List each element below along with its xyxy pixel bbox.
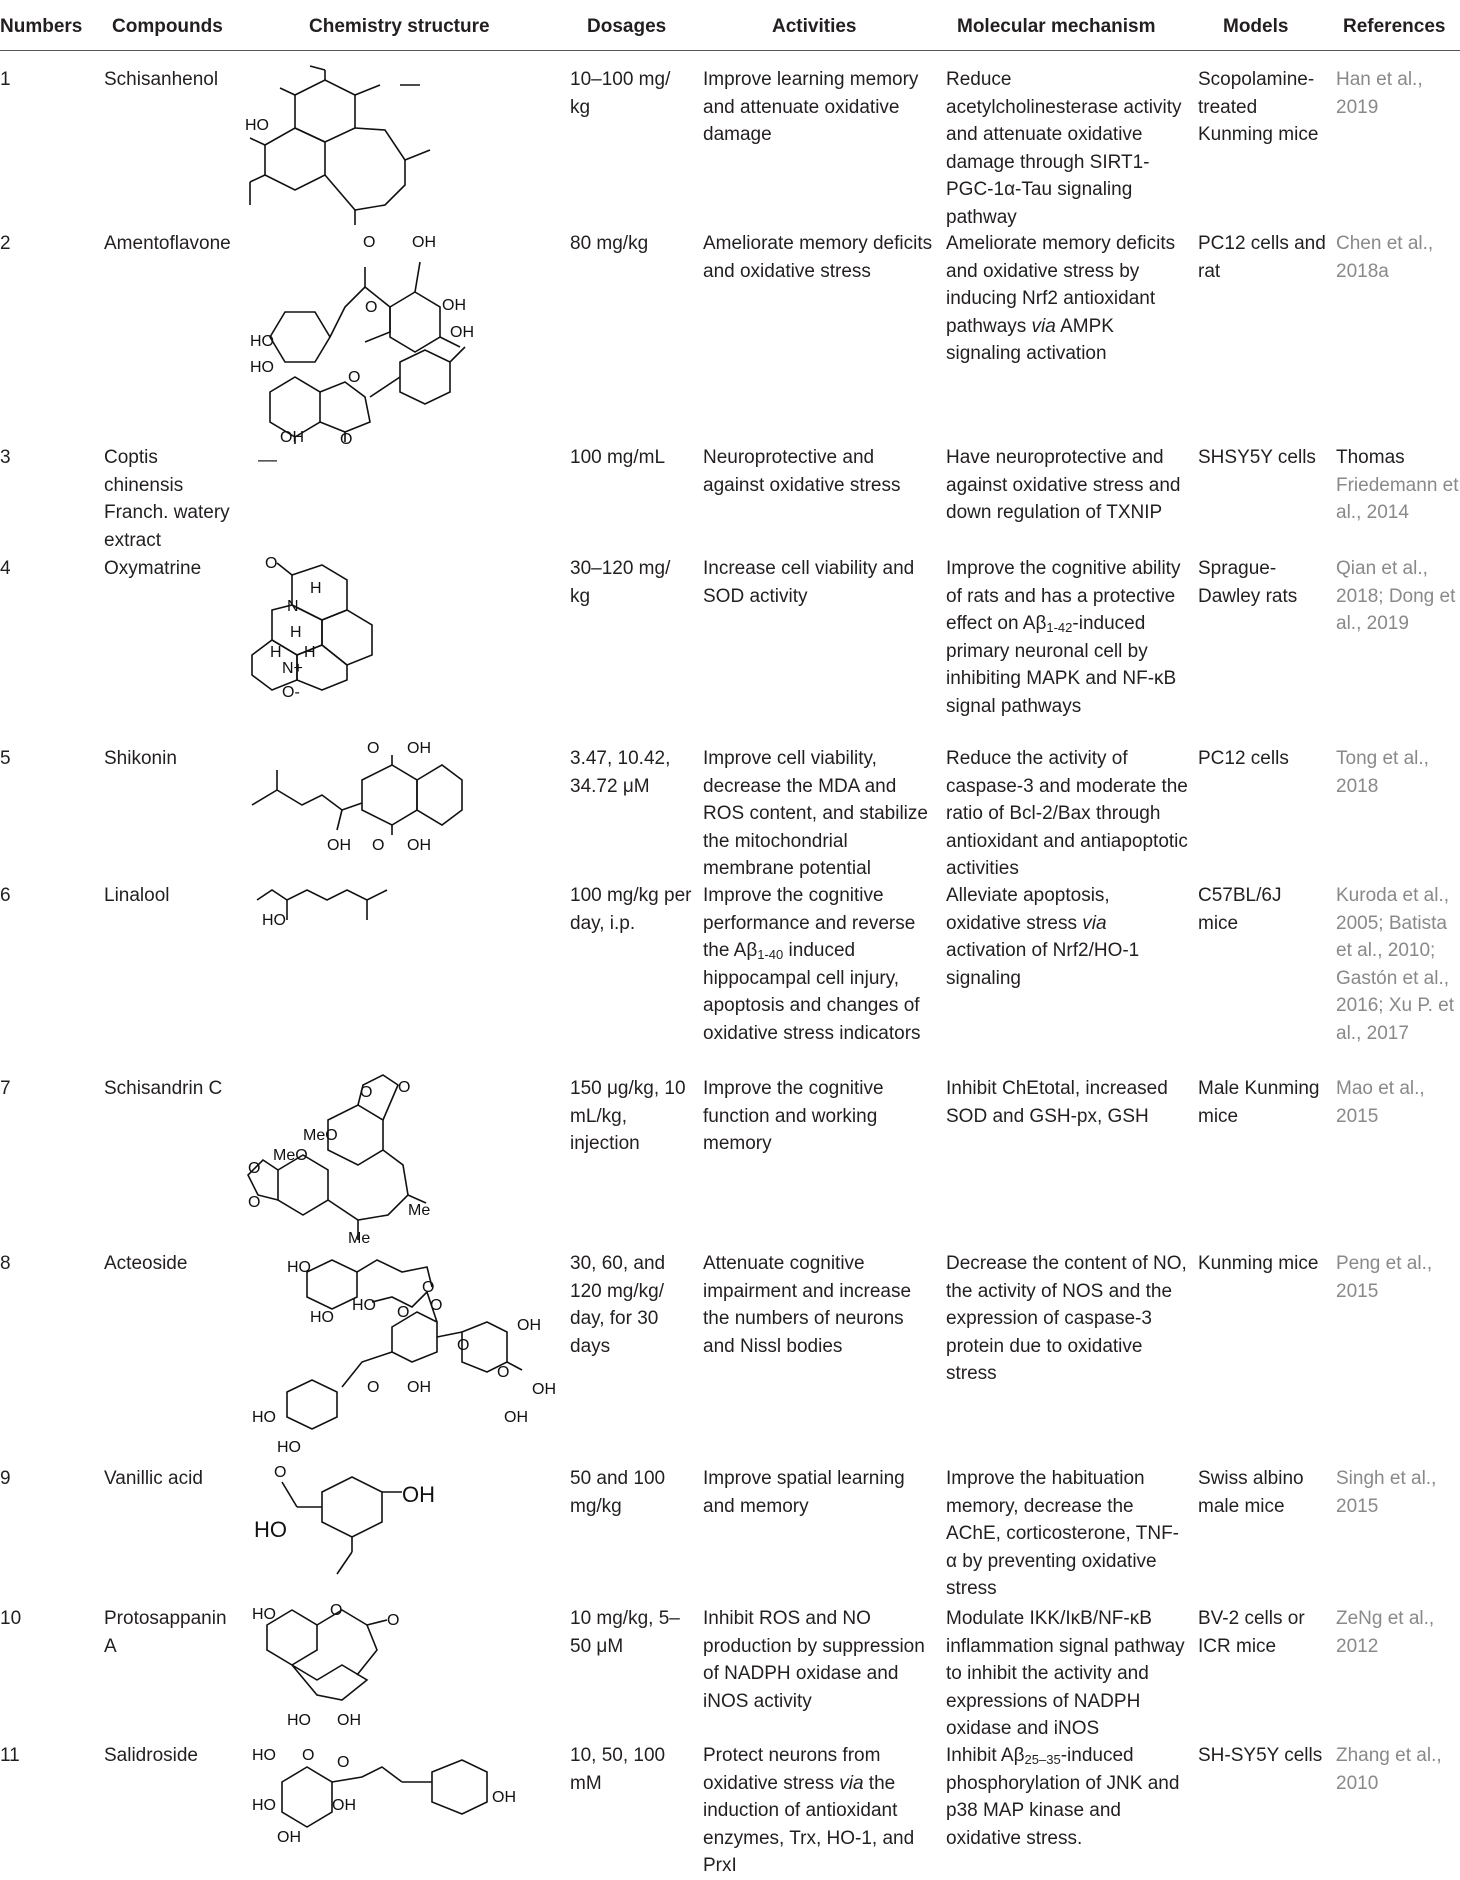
svg-text:HO: HO xyxy=(252,1606,276,1623)
structure-schisandrinc xyxy=(248,1075,438,1245)
svg-text:Me: Me xyxy=(408,1202,431,1219)
compound-name: Salidroside xyxy=(104,1745,198,1766)
structure-salidroside xyxy=(252,1742,522,1852)
svg-text:H: H xyxy=(290,624,302,641)
molecular-mechanism: Reduce acetylcholinesterase activity and attenuate oxidative damage through SIRT1-PGC-1α-Tau signaling pathway xyxy=(946,69,1182,228)
activity: Improve cell viability, decrease the MDA and ROS content, and stabilize the mitochondrial membrane potential xyxy=(703,748,928,879)
activity: Improve the cognitive function and working memory xyxy=(703,1078,884,1154)
svg-text:O: O xyxy=(367,740,380,757)
reference[interactable]: Tong et al., 2018 xyxy=(1336,748,1429,797)
activity: Improve the cognitive performance and reverse the $A\beta_{1-40}$ induced hippocampal cell injury, apoptosis and changes of oxidative stress indicators xyxy=(703,885,921,1044)
svg-text:O: O xyxy=(360,1084,373,1101)
svg-text:OH: OH xyxy=(337,1712,361,1729)
svg-text:OH: OH xyxy=(442,297,466,314)
dosage: 30–120 mg/ kg xyxy=(570,558,671,607)
model: SHSY5Y cells xyxy=(1198,447,1316,468)
model: Kunming mice xyxy=(1198,1253,1319,1274)
svg-text:Me: Me xyxy=(348,1230,371,1247)
dosage: 10–100 mg/ kg xyxy=(570,69,671,118)
svg-text:OH: OH xyxy=(402,1482,435,1507)
svg-text:HO: HO xyxy=(252,1747,276,1764)
structure-protosappanin xyxy=(252,1602,432,1735)
svg-text:OH: OH xyxy=(327,837,351,854)
svg-text:HO: HO xyxy=(277,1439,301,1456)
row-number: 7 xyxy=(0,1078,11,1099)
molecular-mechanism: Decrease the content of NO, the activity of NOS and the expression of caspase-3 protein due to oxidative stress xyxy=(946,1253,1187,1384)
svg-text:OH: OH xyxy=(332,1797,356,1814)
molecular-mechanism: Inhibit $A\beta_{25-35}$-induced phosphorylation of JNK and p38 MAP kinase and oxidative stress. xyxy=(946,1745,1180,1849)
reference[interactable]: Han et al., 2019 xyxy=(1336,69,1423,118)
structure-acteoside xyxy=(252,1252,562,1456)
dosage: 3.47, 10.42, 34.72 μM xyxy=(570,748,671,797)
svg-text:OH: OH xyxy=(277,1829,301,1846)
svg-text:OH: OH xyxy=(407,837,431,854)
compound-name: Protosappanin A xyxy=(104,1608,227,1657)
compound-name: Schisandrin C xyxy=(104,1078,223,1099)
reference[interactable]: Zhang et al., 2010 xyxy=(1336,1745,1442,1794)
row-number: 4 xyxy=(0,558,11,579)
svg-text:HO: HO xyxy=(287,1712,311,1729)
svg-text:MeO: MeO xyxy=(303,1127,338,1144)
model: Male Kunming mice xyxy=(1198,1078,1320,1127)
model: PC12 cells and rat xyxy=(1198,233,1326,282)
svg-text:O: O xyxy=(302,1747,315,1764)
svg-text:OH: OH xyxy=(280,429,304,446)
model: Sprague-Dawley rats xyxy=(1198,558,1298,607)
svg-text:O: O xyxy=(397,1304,410,1321)
svg-text:O: O xyxy=(330,1602,343,1619)
activity: Attenuate cognitive impairment and increase the numbers of neurons and Nissl bodies xyxy=(703,1253,912,1357)
svg-text:O: O xyxy=(340,431,353,448)
reference[interactable]: Thomas Friedemann et al., 2014 xyxy=(1336,447,1459,523)
svg-text:O: O xyxy=(372,837,385,854)
compound-name: Linalool xyxy=(104,885,170,906)
svg-text:HO: HO xyxy=(310,1309,334,1326)
svg-text:O: O xyxy=(337,1754,350,1771)
row-number: 9 xyxy=(0,1468,11,1489)
structure-vanillic xyxy=(252,1462,452,1587)
svg-text:HO: HO xyxy=(252,1797,276,1814)
row-number: 8 xyxy=(0,1253,11,1274)
svg-text:N+: N+ xyxy=(282,660,303,677)
header-compounds: Compounds xyxy=(112,16,223,37)
reference[interactable]: Kuroda et al., 2005; Batista et al., 2010; Gastón et al., 2016; Xu P. et al., 2017 xyxy=(1336,885,1454,1044)
activity: Increase cell viability and SOD activity xyxy=(703,558,915,607)
svg-text:O: O xyxy=(274,1464,287,1481)
header-models: Models xyxy=(1223,16,1289,37)
dosage: 10 mg/kg, 5–50 μM xyxy=(570,1608,680,1657)
svg-text:HO: HO xyxy=(250,333,274,350)
header-activities: Activities xyxy=(772,16,857,37)
model: Scopolamine-treated Kunming mice xyxy=(1198,69,1319,145)
svg-text:OH: OH xyxy=(412,234,436,251)
molecular-mechanism: Modulate IKK/IκB/NF-κB inflammation signal pathway to inhibit the activity and expressions of NADPH oxidase and iNOS xyxy=(946,1608,1185,1739)
svg-text:O: O xyxy=(248,1160,261,1177)
svg-text:OH: OH xyxy=(407,1379,431,1396)
svg-text:H: H xyxy=(304,644,316,661)
structure-amentoflavone xyxy=(250,232,480,447)
dosage: 100 mg/mL xyxy=(570,447,666,468)
row-number: 5 xyxy=(0,748,11,769)
compound-name: Coptis chinensis Franch. watery extract xyxy=(104,447,230,551)
reference[interactable]: Peng et al., 2015 xyxy=(1336,1253,1433,1302)
svg-text:OH: OH xyxy=(450,324,474,341)
dosage: 10, 50, 100 mM xyxy=(570,1745,666,1794)
activity: Neuroprotective and against oxidative stress xyxy=(703,447,901,496)
svg-text:O: O xyxy=(363,234,376,251)
molecular-mechanism: Improve the habituation memory, decrease the AChE, corticosterone, TNF-α by preventing oxidative stress xyxy=(946,1468,1180,1599)
compound-name: Amentoflavone xyxy=(104,233,231,254)
compound-name: Acteoside xyxy=(104,1253,188,1274)
compound-name: Schisanhenol xyxy=(104,69,219,90)
svg-text:HO: HO xyxy=(252,1409,276,1426)
svg-text:H: H xyxy=(270,644,282,661)
model: Swiss albino male mice xyxy=(1198,1468,1304,1517)
svg-text:N: N xyxy=(287,598,299,615)
svg-text:MeO: MeO xyxy=(273,1147,308,1164)
structure-oxymatrine xyxy=(252,555,402,700)
svg-text:O: O xyxy=(497,1364,510,1381)
model: C57BL/6J mice xyxy=(1198,885,1282,934)
compound-name: Vanillic acid xyxy=(104,1468,203,1489)
svg-text:OH: OH xyxy=(517,1317,541,1334)
structure-linalool xyxy=(252,880,402,940)
compound-name: Oxymatrine xyxy=(104,558,202,579)
structure-schisanhenol xyxy=(245,70,465,225)
svg-text:OH: OH xyxy=(504,1409,528,1426)
activity: Improve learning memory and attenuate oxidative damage xyxy=(703,69,919,145)
molecular-mechanism: Improve the cognitive ability of rats and has a protective effect on $A\beta_{1-42}$-induced primary neuronal cell by inhibiting MAPK and NF-κB signal pathways xyxy=(946,558,1181,717)
svg-text:O: O xyxy=(365,299,378,316)
svg-text:O: O xyxy=(398,1079,411,1096)
dosage: 30, 60, and 120 mg/kg/ day, for 30 days xyxy=(570,1253,666,1357)
header-numbers: Numbers xyxy=(0,16,83,37)
row-number: 6 xyxy=(0,885,11,906)
table-header xyxy=(0,0,1460,51)
activity: Protect neurons from oxidative stress via the induction of antioxidant enzymes, Trx, HO-1, and PrxI xyxy=(703,1745,915,1876)
model: SH-SY5Y cells xyxy=(1198,1745,1323,1766)
svg-text:HO: HO xyxy=(262,912,286,929)
activity: Ameliorate memory deficits and oxidative stress xyxy=(703,233,933,282)
dosage: 150 μg/kg, 10 mL/kg, injection xyxy=(570,1078,686,1154)
reference[interactable]: Chen et al., 2018a xyxy=(1336,233,1434,282)
molecular-mechanism: Reduce the activity of caspase-3 and moderate the ratio of Bcl-2/Bax through antioxidant and antiapoptotic activities xyxy=(946,748,1188,879)
model: BV-2 cells or ICR mice xyxy=(1198,1608,1305,1657)
dosage: 80 mg/kg xyxy=(570,233,649,254)
svg-text:O-: O- xyxy=(282,684,300,701)
row-number: 1 xyxy=(0,69,11,90)
structure-shikonin xyxy=(252,740,452,860)
header-mechanism: Molecular mechanism xyxy=(957,16,1156,37)
molecular-mechanism: Have neuroprotective and against oxidative stress and down regulation of TXNIP xyxy=(946,447,1181,523)
reference[interactable]: ZeNg et al., 2012 xyxy=(1336,1608,1435,1657)
svg-text:HO: HO xyxy=(352,1297,376,1314)
row-number: 10 xyxy=(0,1608,22,1629)
svg-text:O: O xyxy=(422,1279,435,1296)
svg-text:O: O xyxy=(248,1194,261,1211)
header-dosages: Dosages xyxy=(587,16,667,37)
molecular-mechanism: Inhibit ChEtotal, increased SOD and GSH-px, GSH xyxy=(946,1078,1168,1127)
header-references: References xyxy=(1343,16,1446,37)
svg-text:O: O xyxy=(457,1337,470,1354)
compound-name: Shikonin xyxy=(104,748,177,769)
svg-text:OH: OH xyxy=(532,1381,556,1398)
svg-text:OH: OH xyxy=(407,740,431,757)
dosage: 100 mg/kg per day, i.p. xyxy=(570,885,692,934)
reference[interactable]: Mao et al., 2015 xyxy=(1336,1078,1425,1127)
svg-text:H: H xyxy=(310,580,322,597)
svg-text:HO: HO xyxy=(254,1517,287,1542)
header-structure: Chemistry structure xyxy=(309,16,490,37)
row-number: 2 xyxy=(0,233,11,254)
row-number: 3 xyxy=(0,447,11,468)
molecular-mechanism: Ameliorate memory deficits and oxidative stress by inducing Nrf2 antioxidant pathways via AMPK signaling activation xyxy=(946,233,1176,364)
svg-text:O: O xyxy=(348,369,361,386)
dosage: 50 and 100 mg/kg xyxy=(570,1468,666,1517)
reference[interactable]: Qian et al., 2018; Dong et al., 2019 xyxy=(1336,558,1456,634)
molecular-mechanism: Alleviate apoptosis, oxidative stress via activation of Nrf2/HO-1 signaling xyxy=(946,885,1140,989)
svg-text:O: O xyxy=(265,555,278,572)
model: PC12 cells xyxy=(1198,748,1289,769)
svg-text:O: O xyxy=(387,1612,400,1629)
svg-text:HO: HO xyxy=(250,359,274,376)
svg-text:HO: HO xyxy=(245,117,269,134)
svg-text:HO: HO xyxy=(287,1259,311,1276)
structure-coptis: — xyxy=(258,450,277,471)
activity: Improve spatial learning and memory xyxy=(703,1468,905,1517)
svg-text:O: O xyxy=(430,1297,443,1314)
activity: Inhibit ROS and NO production by suppression of NADPH oxidase and iNOS activity xyxy=(703,1608,925,1712)
reference[interactable]: Singh et al., 2015 xyxy=(1336,1468,1437,1517)
svg-text:OH: OH xyxy=(492,1789,516,1806)
row-number: 11 xyxy=(0,1745,20,1766)
svg-text:O: O xyxy=(367,1379,380,1396)
